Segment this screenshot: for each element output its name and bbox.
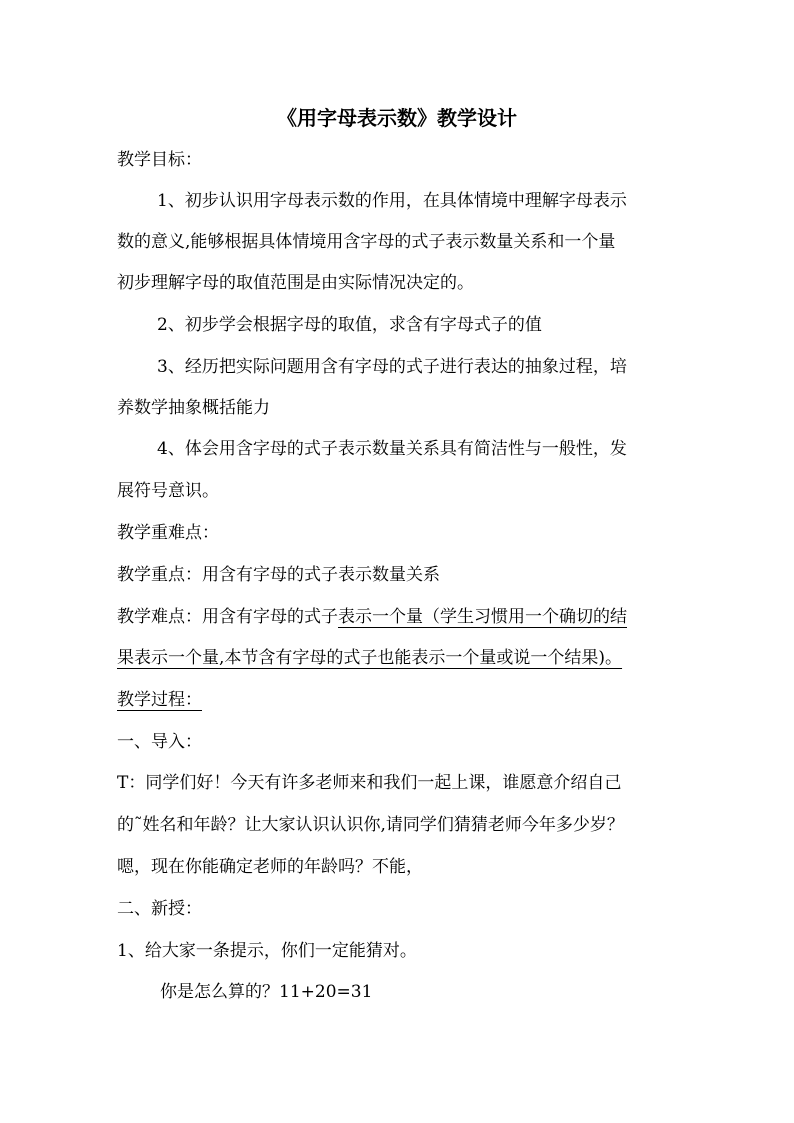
- goal-1-line-2: 数的意义,能够根据具体情境用含字母的式子表示数量关系和一个量: [117, 232, 616, 252]
- key-point: 教学重点：用含有字母的式子表示数量关系: [117, 565, 440, 585]
- goals-heading: 教学目标：: [117, 150, 202, 170]
- intro-line-1: T：同学们好！今天有许多老师来和我们一起上课，谁愿意介绍自己: [117, 773, 622, 793]
- process-heading: [117, 688, 202, 712]
- difficulty-underlined-text-2: 果表示一个量,本节含有字母的式子也能表示一个量或说一个结果)。: [117, 648, 623, 668]
- document-title: 《用字母表示数》教学设计: [277, 106, 517, 130]
- difficulty-prefix: 教学难点：用含有字母的式子: [117, 607, 338, 627]
- goal-3-line-2: 养数学抽象概括能力: [117, 398, 270, 418]
- goal-4-line-2: 展符号意识。: [117, 481, 219, 501]
- goal-4-line-1: 4、体会用含字母的式子表示数量关系具有简洁性与一般性，发: [157, 439, 627, 459]
- intro-line-3: 嗯，现在你能确定老师的年龄吗？不能，: [117, 857, 423, 877]
- intro-line-2: 的˜姓名和年龄？让大家认识认识你,请同学们猜猜老师今年多少岁？: [117, 815, 624, 835]
- new-teaching-1: 1、给大家一条提示，你们一定能猜对。: [117, 941, 417, 961]
- section-2-heading: 二、新授：: [117, 899, 202, 919]
- difficulty-underlined-text-1: 表示一个量（学生习惯用一个确切的结: [338, 607, 627, 627]
- goal-1-line-3: 初步理解字母的取值范围是由实际情况决定的。: [117, 273, 474, 293]
- new-teaching-1-sub: 你是怎么算的？11+20=31: [160, 982, 373, 1002]
- key-points-heading: 教学重难点：: [117, 523, 219, 543]
- goal-2: 2、初步学会根据字母的取值，求含有字母式子的值: [157, 315, 542, 335]
- section-1-heading: 一、导入：: [117, 732, 202, 752]
- process-heading-text: 教学过程：: [117, 690, 202, 710]
- goal-3-line-1: 3、经历把实际问题用含有字母的式子进行表达的抽象过程，培: [157, 357, 627, 377]
- difficulty-line-2: [117, 646, 622, 670]
- difficulty-line-1: [117, 605, 627, 629]
- goal-1-line-1: 1、初步认识用字母表示数的作用，在具体情境中理解字母表示: [157, 191, 627, 211]
